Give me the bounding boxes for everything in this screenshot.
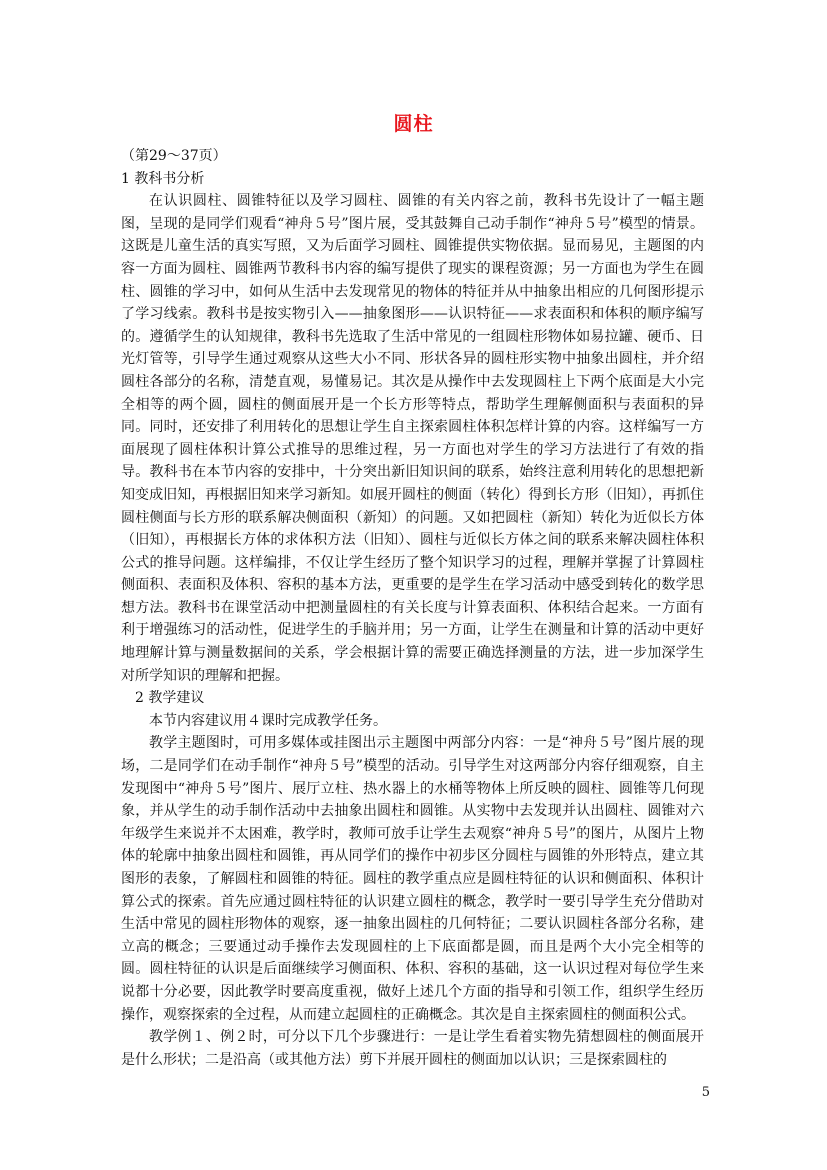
section-heading-textbook-analysis: 1 教科书分析 — [121, 170, 205, 187]
section-heading-teaching-suggestions: 2 教学建议 — [135, 690, 205, 707]
paragraph-theme-picture: 教学主题图时，可用多媒体或挂图出示主题图中两部分内容：一是“神舟５号”图片展的现场，二是同学们在动手制作“神舟５号”模型的活动。引导学生对这两部分内容仔细观察，自主发现图中“神舟５号”图片、展厅立柱、热水器上的水桶等物体上所反映的圆柱、圆锥等几何现象，并从学生的动手制作活动中去抽象出圆柱和圆锥。从实物中去发现并认出圆柱、圆锥对六年级学生来说并不太困难，教学时，教师可放手让学生去观察“神舟５号”的图片，从图片上物体的轮廓中抽象出圆柱和圆锥，再从同学们的操作中初步区分圆柱与圆锥的外形特点，建立其图形的表象，了解圆柱和圆锥的特征。圆柱的教学重点应是圆柱特征的认识和侧面积、体积计算公式的探索。首先应通过圆柱特征的认识建立圆柱的概念，教学时一要引导学生充分借助对生活中常见的圆柱形物体的观察，逐一抽象出圆柱的几何特征；二要认识圆柱各部分名称，建立高的概念；三要通过动手操作去发现圆柱的上下底面都是圆，而且是两个大小完全相等的圆。圆柱特征的认识是后面继续学习侧面积、体积、容积的基础，这一认识过程对每位学生来说都十分必要，因此教学时要高度重视，做好上述几个方面的指导和引领工作，组织学生经历操作，观察探索的全过程，从而建立起圆柱的正确概念。其次是自主探索圆柱的侧面积公式。 — [121, 735, 704, 1023]
document-body — [121, 145, 704, 1071]
paragraph-examples: 教学例１、例２时，可分以下几个步骤进行：一是让学生看着实物先猜想圆柱的侧面展开是什么形状；二是沿高（或其他方法）剪下并展开圆柱的侧面加以认识；三是探索圆柱的 — [121, 1029, 704, 1068]
paragraph-textbook-analysis: 在认识圆柱、圆锥特征以及学习圆柱、圆锥的有关内容之前，教科书先设计了一幅主题图，呈现的是同学们观看“神舟５号”图片展，受其鼓舞自己动手制作“神舟５号”模型的情景。这既是儿童生活的真实写照，又为后面学习圆柱、圆锥提供实物依据。显而易见，主题图的内容一方面为圆柱、圆锥两节教科书内容的编写提供了现实的课程资源；另一方面也为学生在圆柱、圆锥的学习中，如何从生活中去发现常见的物体的特征并从中抽象出相应的几何图形提示了学习线索。教科书是按实物引入——抽象图形——认识特征——求表面积和体积的顺序编写的。遵循学生的认知规律，教科书先选取了生活中常见的一组圆柱形物体如易拉罐、硬币、日光灯管等，引导学生通过观察从这些大小不同、形状各异的圆柱形实物中抽象出圆柱，并介绍圆柱各部分的名称，清楚直观，易懂易记。其次是从操作中去发现圆柱上下两个底面是大小完全相等的两个圆，圆柱的侧面展开是一个长方形等特点，帮助学生理解侧面积与表面积的异同。同时，还安排了利用转化的思想让学生自主探索圆柱体积怎样计算的内容。这样编写一方面展现了圆柱体积计算公式推导的思维过程，另一方面也对学生的学习方法进行了有效的指导。教科书在本节内容的安排中，十分突出新旧知识间的联系，始终注意利用转化的思想把新知变成旧知，再根据旧知来学习新知。如展开圆柱的侧面（转化）得到长方形（旧知），再抓住圆柱侧面与长方形的联系解决侧面积（新知）的问题。又如把圆柱（新知）转化为近似长方体（旧知），再根据长方体的求体积方法（旧知）、圆柱与近似长方体之间的联系来解决圆柱体积公式的推导问题。这样编排，不仅让学生经历了整个知识学习的过程，理解并掌握了计算圆柱侧面积、表面积及体积、容积的基本方法，更重要的是学生在学习活动中感受到转化的数学思想方法。教科书在课堂活动中把测量圆柱的有关长度与计算表面积、体积结合起来。一方面有利于增强练习的活动性，促进学生的手脑并用；另一方面，让学生在测量和计算的活动中更好地理解计算与测量数据间的关系，学会根据计算的需要正确选择测量的方法，进一步加深学生对所学知识的理解和把握。 — [121, 193, 704, 684]
page-number: 5 — [701, 1085, 710, 1100]
document-title: 圆柱 — [393, 113, 434, 135]
paragraph-lesson-hours: 本节内容建议用４课时完成教学任务。 — [149, 712, 387, 729]
page-range: （第29～37页） — [121, 148, 227, 164]
